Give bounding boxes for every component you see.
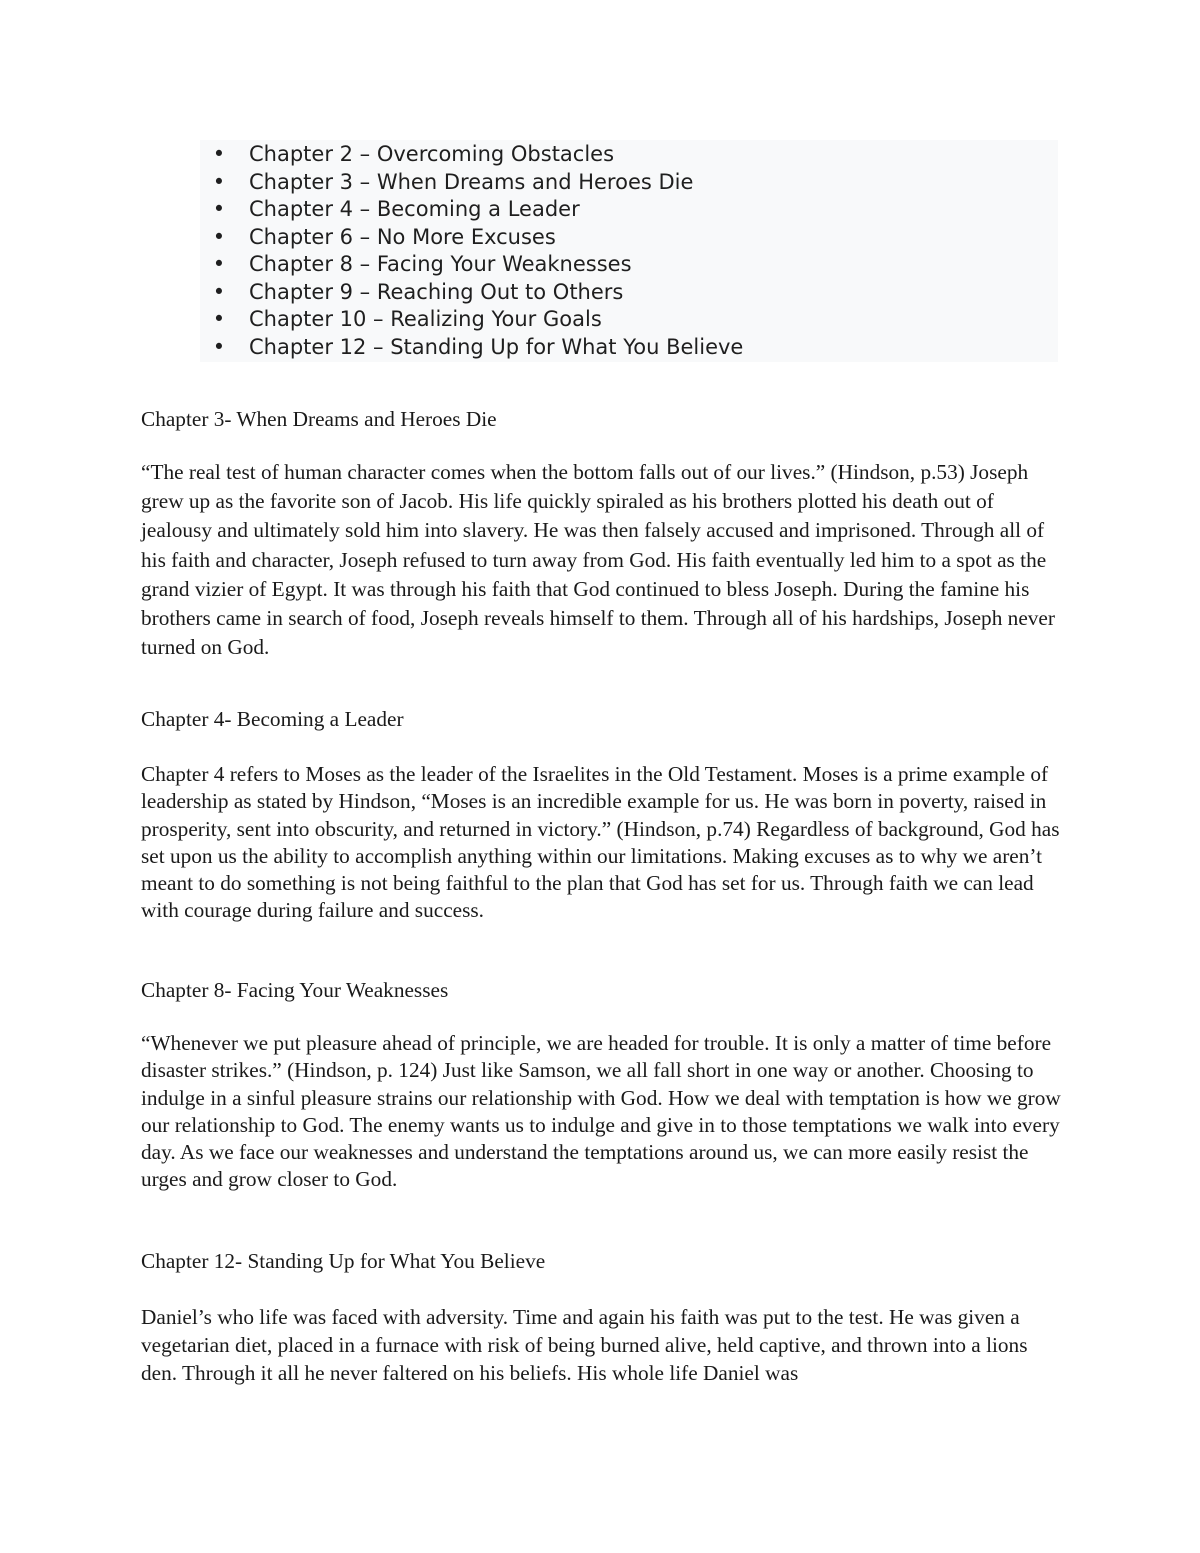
section-heading-chapter-4: Chapter 4- Becoming a Leader (141, 707, 404, 731)
bullet-icon: • (212, 279, 226, 304)
bullet-icon: • (212, 334, 226, 359)
list-item-text: Chapter 8 – Facing Your Weaknesses (249, 252, 632, 276)
bullet-icon: • (212, 224, 226, 249)
chapter-list (212, 141, 743, 361)
section-heading-chapter-3: Chapter 3- When Dreams and Heroes Die (141, 407, 497, 431)
bullet-icon: • (212, 142, 226, 166)
list-item (212, 279, 743, 307)
bullet-icon: • (212, 252, 226, 276)
list-item-text: Chapter 10 – Realizing Your Goals (249, 307, 602, 331)
bullet-icon: • (212, 169, 226, 194)
list-item-text: Chapter 9 – Reaching Out to Others (249, 279, 624, 304)
section-body-chapter-4: Chapter 4 refers to Moses as the leader of the Israelites in the Old Testament. Moses is a prime example of leadership as stated by Hindson, “Moses is an incredible example for us. He was born in poverty, raised in prosperity, sent into obscurity, and returned in victory.” (Hindson, p.74) Regardless of background, God has set upon us the ability to accomplish anything within our limitations. Making excuses as to why we aren’t meant to do something is not being faithful to the plan that God has set for us. Through faith we can lead with courage during failure and success. (141, 762, 1060, 923)
list-item (212, 306, 743, 334)
list-item (212, 169, 743, 197)
list-item (212, 141, 743, 169)
list-item (212, 224, 743, 252)
bullet-icon: • (212, 307, 226, 331)
list-item-text: Chapter 2 – Overcoming Obstacles (249, 142, 615, 166)
list-item (212, 334, 743, 362)
list-item-text: Chapter 3 – When Dreams and Heroes Die (249, 169, 694, 194)
section-heading-chapter-8: Chapter 8- Facing Your Weaknesses (141, 978, 449, 1002)
list-item (212, 196, 743, 224)
list-item-text: Chapter 4 – Becoming a Leader (249, 197, 580, 221)
list-item-text: Chapter 12 – Standing Up for What You Believe (249, 334, 744, 359)
section-body-chapter-3: “The real test of human character comes when the bottom falls out of our lives.” (Hindson, p.53) Joseph grew up as the favorite son of Jacob. His life quickly spiraled as his brothers plotted his death out of jealousy and ultimately sold him into slavery. He was then falsely accused and imprisoned. Through all of his faith and character, Joseph refused to turn away from God. His faith eventually led him to a spot as the grand vizier of Egypt. It was through his faith that God continued to bless Joseph. During the famine his brothers came in search of food, Joseph reveals himself to them. Through all of his hardships, Joseph never turned on God. (141, 460, 1055, 660)
section-body-chapter-8: “Whenever we put pleasure ahead of principle, we are headed for trouble. It is only a matter of time before disaster strikes.” (Hindson, p. 124) Just like Samson, we all fall short in one way or another. Choosing to indulge in a sinful pleasure strains our relationship with God. How we deal with temptation is how we grow our relationship to God. The enemy wants us to indulge and give in to those temptations we walk into every day. As we face our weaknesses and understand the temptations around us, we can more easily resist the urges and grow closer to God. (141, 1031, 1061, 1192)
section-heading-chapter-12: Chapter 12- Standing Up for What You Believe (141, 1249, 546, 1273)
list-item (212, 251, 743, 279)
bullet-icon: • (212, 197, 226, 221)
list-item-text: Chapter 6 – No More Excuses (249, 224, 556, 249)
section-body-chapter-12: Daniel’s who life was faced with adversity. Time and again his faith was put to the test. He was given a vegetarian diet, placed in a furnace with risk of being burned alive, held captive, and thrown into a lions den. Through it all he never faltered on his beliefs. His whole life Daniel was (141, 1305, 1028, 1385)
